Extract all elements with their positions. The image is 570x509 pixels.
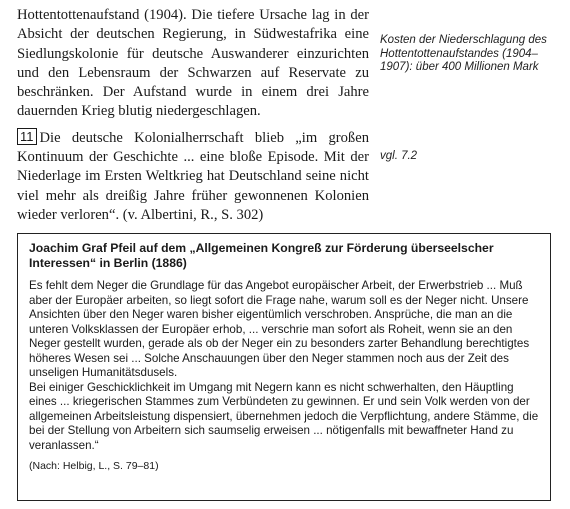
sidenote-costs: Kosten der Niederschlagung des Hottentottenaufstandes (1904–1907): über 400 Millionen Mark — [380, 34, 547, 74]
quote-source: (Nach: Helbig, L., S. 79–81) — [29, 460, 159, 472]
paragraph-hottentot-uprising: Hottentottenaufstand (1904). Die tiefere Ursache lag in der Absicht der deutschen Regierung, in Südwestafrika eine Siedlungskolonie für deutsche Auswanderer einzurichten und den Lebensraum der Schwarzen auf Reservate zu beschränken. Der Aufstand wurde in einem drei Jahre dauernden Krieg blutig niedergeschlagen. — [17, 7, 369, 120]
paragraph-colonial-rule-text: Die deutsche Kolonialherrschaft blieb „im großen Kontinuum der Geschichte ... eine bloße Episode. Mit der Niederlage im Ersten Weltkrieg hat Deutschland seine nicht viel mehr als dreißig Jahre früher gewonnenen Kolonien wieder verloren“. (v. Albertini, R., S. 302) — [17, 129, 369, 223]
sidenote-crossreference: vgl. 7.2 — [380, 150, 418, 162]
source-quote-box — [17, 233, 551, 501]
quote-body — [29, 279, 540, 453]
paragraph-number-marker: 11 — [17, 128, 37, 145]
quote-body-text: Es fehlt dem Neger die Grundlage für das Angebot europäischer Arbeit, der Erwerbstrieb ... Muß aber der Europäer arbeiten, so liegt sofort die Frage nahe, warum soll es der Neger nicht. Unsere Ansichten über den Neger waren bisher eigentümlich verschroben. Ansprüche, die man an die unteren Volksklassen der Europäer erhob, ... verschrie man sofort als Roheit, wenn sie an den Neger gestellt wurden, gerade als ob der Neger ein zu besonders zarter Behandlung berechtigtes höheres Wesen sei ... Solche Anschauungen über den Neger stammen noch aus der Zeit des unseligen Humanitätsdusels. Bei einiger Geschicklichkeit im Umgang mit Negern kann es nicht schwerhalten, den Häuptling eines ... kriegerischen Stammes zum Verbündeten zu gewinnen. Er und sein Volk werden von der allgemeinen Arbeitsleistung dispensiert, übernehmen jedoch die Verpflichtung, andere Stämme, die bei der Stellung von Arbeitern sich saumselig erweisen ... nötigenfalls mit bewaffneter Hand zu veranlassen.“ — [29, 279, 539, 452]
quote-title: Joachim Graf Pfeil auf dem „Allgemeinen Kongreß zur Förderung überseelscher Interessen“ in Berlin (1886) — [29, 241, 494, 270]
main-text-column — [17, 6, 369, 225]
paragraph-colonial-rule — [17, 128, 369, 225]
